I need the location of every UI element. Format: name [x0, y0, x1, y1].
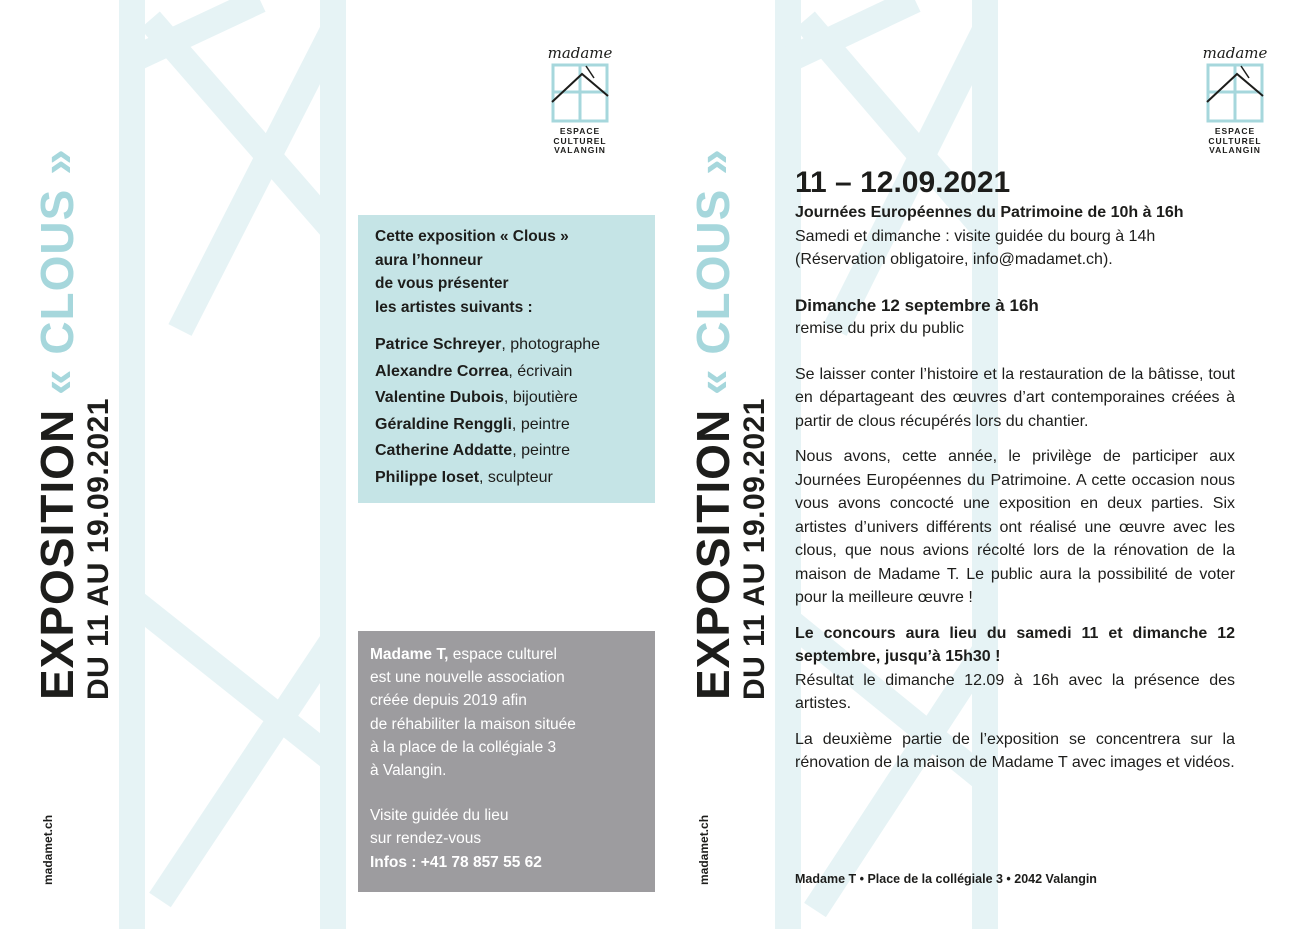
program-content — [795, 166, 1235, 775]
title-dates: DU 11 AU 19.09.2021 — [82, 398, 115, 700]
paragraph-1: Se laisser conter l’histoire et la restauration de la bâtisse, tout en départageant des œuvres d’art contemporaines créées à partir de clous récupérés lors du chantier. — [795, 365, 1235, 430]
artist-name: Géraldine Renggli — [375, 415, 512, 433]
info-line: à la place de la collégiale 3 — [370, 738, 557, 756]
artists-intro — [375, 225, 639, 319]
house-logo-icon — [550, 62, 610, 124]
logo-line3: VALANGIN — [1209, 145, 1261, 155]
logo-script: madame — [547, 44, 613, 62]
logo-left — [545, 46, 615, 156]
house-logo-icon — [1205, 62, 1265, 124]
title-dates: DU 11 AU 19.09.2021 — [738, 398, 771, 700]
info-name: Madame T, — [370, 646, 449, 663]
info-line: à Valangin. — [370, 762, 447, 780]
paragraph-2: Nous avons, cette année, le privilège de participer aux Journées Européennes du Patrimoine. A cette occasion nous vous avons concocté une exposition en deux parties. Six artistes d’univers différents ont réalisé une œuvre avec les clous, que nous avions récolté lors de la rénovation de la maison de Madame T. Le public aura la possibilité de voter pour la meilleure œuvre ! — [795, 448, 1235, 606]
artist-name: Valentine Dubois — [375, 389, 504, 406]
vertical-title-left — [31, 148, 116, 700]
artists-list — [375, 332, 639, 491]
info-line: créée depuis 2019 afin — [370, 692, 527, 710]
artist-item — [375, 465, 639, 492]
intro-line: Cette exposition « Clous » — [375, 228, 569, 245]
reservation: (Réservation obligatoire, info@madamet.ch). — [795, 251, 1113, 268]
logo-line1: ESPACE — [1214, 126, 1256, 136]
intro-line: les artistes suivants : — [375, 298, 533, 316]
info-line — [370, 643, 645, 666]
info-box — [358, 631, 655, 892]
artist-role: , photographe — [501, 336, 601, 353]
website-left: madamet.ch — [41, 814, 55, 885]
sunday-title: Dimanche 12 septembre à 16h — [795, 295, 1039, 315]
artist-name: Catherine Addatte — [375, 442, 513, 459]
visit-line: sur rendez-vous — [370, 830, 482, 848]
logo-line2: CULTUREL — [1208, 135, 1262, 146]
info-line: est une nouvelle association — [370, 669, 565, 687]
guided-visit: Samedi et dimanche : visite guidée du bourg à 14h — [795, 227, 1156, 245]
artists-box — [358, 215, 655, 503]
title-word: EXPOSITION — [687, 408, 739, 700]
logo-line3: VALANGIN — [554, 145, 606, 155]
artist-name: Philippe Ioset — [375, 468, 480, 486]
footer-address: Madame T • Place de la collégiale 3 • 2042 Valangin — [795, 872, 1097, 886]
info-line: de réhabiliter la maison située — [370, 715, 576, 733]
info-rest: espace culturel — [448, 646, 557, 663]
logo-script: madame — [1202, 44, 1268, 62]
info-phone: Infos : +41 78 857 55 62 — [370, 853, 542, 871]
artist-item — [375, 412, 639, 439]
artist-role: , sculpteur — [479, 468, 553, 486]
vertical-title-right — [687, 148, 772, 700]
artist-name: Alexandre Correa — [375, 362, 509, 380]
visit-line: Visite guidée du lieu — [370, 807, 509, 825]
logo-line2: CULTUREL — [553, 135, 607, 146]
intro-line: de vous présenter — [375, 275, 509, 292]
program-date: 11 – 12.09.2021 — [795, 166, 1011, 199]
logo-right — [1200, 46, 1270, 156]
artist-role: , bijoutière — [503, 389, 578, 406]
contest-result: Résultat le dimanche 12.09 à 16h avec la présence des artistes. — [795, 671, 1235, 712]
paragraph-3: La deuxième partie de l’exposition se concentrera sur la rénovation de la maison de Madame T avec images et vidéos. — [795, 730, 1235, 771]
artist-role: , peintre — [511, 415, 570, 433]
title-name: « CLOUS » — [687, 148, 739, 396]
title-name: « CLOUS » — [31, 148, 83, 396]
artist-item — [375, 385, 639, 412]
website-right: madamet.ch — [697, 814, 711, 885]
artist-item — [375, 332, 639, 359]
logo-line1: ESPACE — [559, 126, 601, 136]
intro-line: aura l’honneur — [375, 251, 483, 269]
artist-role: , écrivain — [508, 362, 573, 380]
heritage-days: Journées Européennes du Patrimoine de 10h à 16h — [795, 204, 1184, 221]
artist-role: , peintre — [512, 442, 571, 459]
contest-dates: Le concours aura lieu du samedi 11 et dimanche 12 septembre, jusqu’à 15h30 ! — [795, 624, 1235, 665]
artist-name: Patrice Schreyer — [375, 336, 502, 353]
title-word: EXPOSITION — [31, 408, 83, 700]
artist-item — [375, 438, 639, 465]
sunday-text: remise du prix du public — [795, 320, 964, 337]
artist-item — [375, 359, 639, 386]
